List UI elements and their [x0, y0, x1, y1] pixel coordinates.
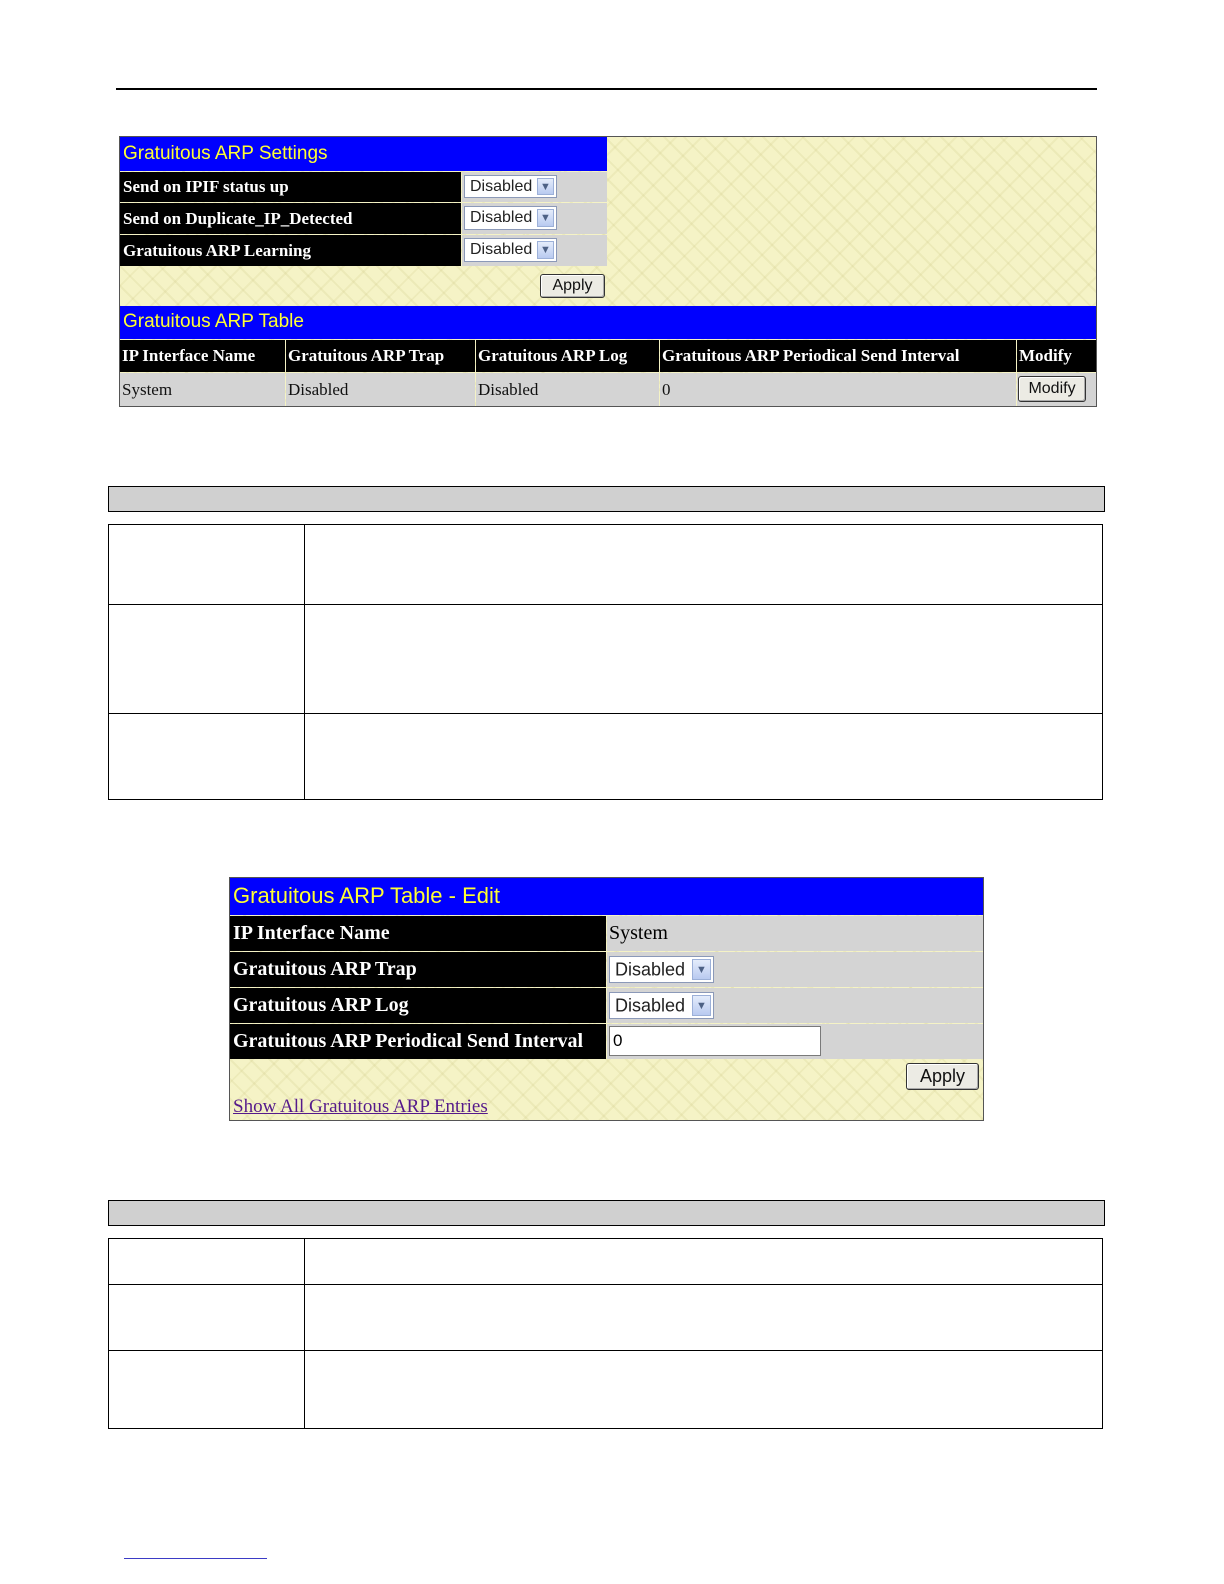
edit-log-cell: [607, 988, 983, 1023]
send-on-ipif-value: Disabled: [470, 177, 533, 195]
send-on-duplicate-label: Send on Duplicate_IP_Detected: [120, 203, 461, 234]
edit-interface-label: IP Interface Name: [230, 916, 606, 951]
column-header-modify: Modify: [1017, 340, 1096, 372]
edit-interval-cell: [607, 1024, 983, 1059]
edit-apply-button[interactable]: Apply: [906, 1063, 979, 1090]
arp-learning-label: Gratuitous ARP Learning: [120, 235, 461, 266]
table-cell-trap: Disabled: [286, 373, 475, 406]
table-title: Gratuitous ARP Table: [120, 306, 1096, 339]
description-row: [109, 713, 1102, 799]
send-on-duplicate-cell: [462, 203, 607, 234]
edit-trap-label: Gratuitous ARP Trap: [230, 952, 606, 987]
edit-trap-select[interactable]: [609, 956, 714, 983]
description-column-divider: [304, 525, 305, 799]
show-all-entries-link[interactable]: Show All Gratuitous ARP Entries: [233, 1096, 488, 1117]
description-table: [108, 524, 1103, 800]
description-row: [109, 1239, 1102, 1284]
chevron-down-icon: ▼: [537, 209, 554, 227]
edit-log-value: Disabled: [615, 995, 686, 1015]
table-cell-modify: [1017, 373, 1096, 406]
gratuitous-arp-edit-panel: [229, 877, 984, 1121]
column-header-trap: Gratuitous ARP Trap: [286, 340, 475, 372]
description-table-header: [108, 1200, 1105, 1226]
page-header-rule: [116, 88, 1097, 90]
edit-interval-input[interactable]: 0: [609, 1026, 821, 1056]
description-row: [109, 604, 1102, 713]
chevron-down-icon: ▼: [692, 959, 711, 980]
edit-log-select[interactable]: [609, 992, 714, 1019]
send-on-duplicate-select[interactable]: [464, 206, 557, 230]
chevron-down-icon: ▼: [537, 241, 554, 259]
footer-link-rule: [124, 1558, 267, 1559]
description-table: [108, 1238, 1103, 1429]
table-cell-interval: 0: [660, 373, 1016, 406]
description-column-divider: [304, 1239, 305, 1428]
description-row: [109, 1284, 1102, 1350]
description-row: [109, 525, 1102, 604]
send-on-ipif-label: Send on IPIF status up: [120, 172, 461, 202]
column-header-interval: Gratuitous ARP Periodical Send Interval: [660, 340, 1016, 372]
edit-trap-cell: [607, 952, 983, 987]
arp-learning-select[interactable]: [464, 238, 557, 262]
send-on-ipif-cell: [462, 172, 607, 202]
edit-interval-label: Gratuitous ARP Periodical Send Interval: [230, 1024, 606, 1059]
description-table-header: [108, 486, 1105, 512]
arp-learning-value: Disabled: [470, 241, 533, 258]
send-on-ipif-select[interactable]: [464, 175, 557, 198]
table-cell-log: Disabled: [476, 373, 659, 406]
send-on-duplicate-value: Disabled: [470, 209, 533, 226]
edit-interface-value: System: [607, 916, 983, 951]
arp-learning-cell: [462, 235, 607, 266]
settings-title: Gratuitous ARP Settings: [120, 137, 607, 171]
settings-apply-button[interactable]: Apply: [540, 274, 605, 298]
column-header-log: Gratuitous ARP Log: [476, 340, 659, 372]
gratuitous-arp-settings-panel: [119, 136, 1097, 407]
chevron-down-icon: ▼: [537, 178, 554, 195]
description-row: [109, 1350, 1102, 1428]
modify-button[interactable]: Modify: [1018, 376, 1086, 402]
chevron-down-icon: ▼: [692, 995, 711, 1016]
edit-title: Gratuitous ARP Table - Edit: [230, 878, 983, 915]
edit-log-label: Gratuitous ARP Log: [230, 988, 606, 1023]
column-header-interface: IP Interface Name: [120, 340, 285, 372]
table-cell-interface: System: [120, 373, 285, 406]
edit-trap-value: Disabled: [615, 959, 686, 979]
